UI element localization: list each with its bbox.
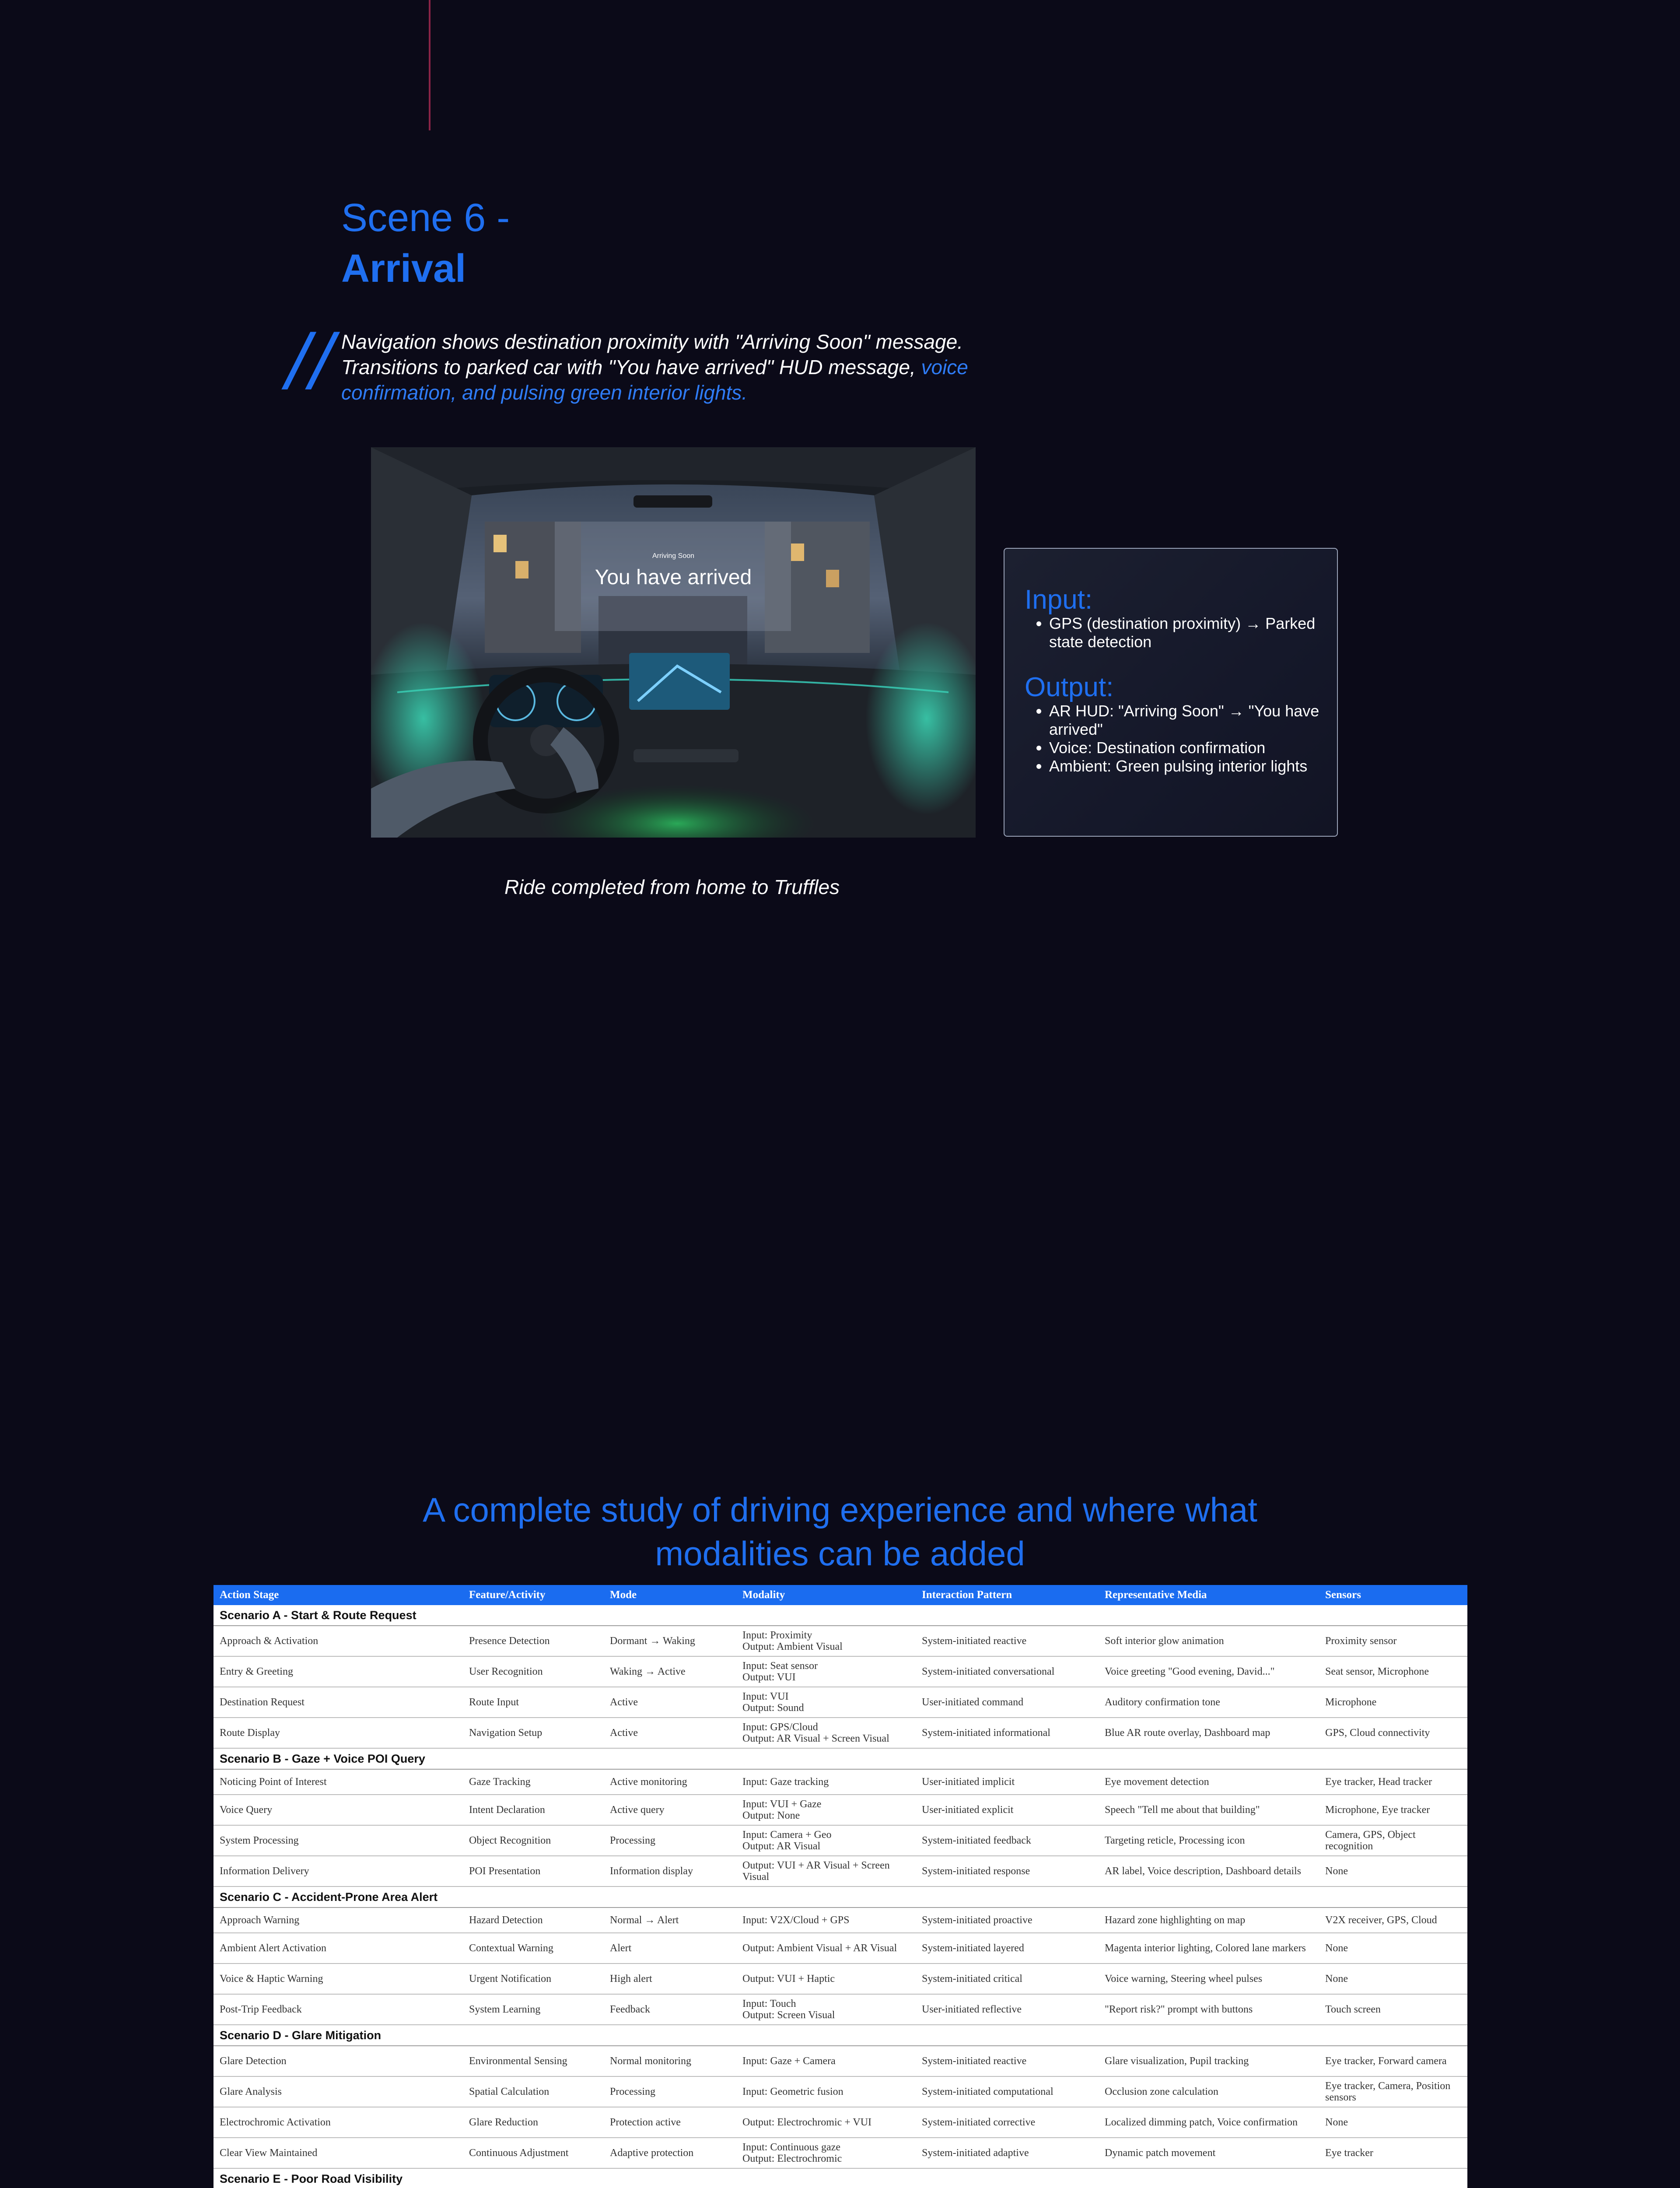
table-cell: System-initiated adaptive [916,2138,1099,2168]
table-cell: Input: Gaze tracking [736,1769,916,1795]
column-header: Representative Media [1099,1585,1319,1605]
input-title: Input: [1025,585,1093,615]
table-cell: Normal monitoring [604,2046,736,2076]
table-cell: Voice greeting "Good evening, David..." [1099,1656,1319,1687]
output-item: • AR HUD: "Arriving Soon" → "You have arrived" [1049,702,1329,739]
table-cell: System-initiated feedback [916,1825,1099,1856]
table-cell: Waking → Active [604,1656,736,1687]
table-cell: Urgent Notification [463,1964,604,1994]
table-cell: Microphone, Eye tracker [1319,1795,1467,1825]
table-cell: Contextual Warning [463,1933,604,1964]
scenario-row [214,2025,1467,2046]
scenario-title: Scenario E - Poor Road Visibility [214,2168,1467,2188]
table-cell: None [1319,1964,1467,1994]
table-row [214,1626,1467,1656]
table-row [214,1994,1467,2025]
table-cell: Occlusion zone calculation [1099,2076,1319,2107]
table-cell: Eye movement detection [1099,1769,1319,1795]
car-interior-illustration [371,447,976,838]
table-cell: Electrochromic Activation [214,2107,463,2138]
output-item: • Voice: Destination confirmation [1049,739,1329,757]
table-cell: Voice & Haptic Warning [214,1964,463,1994]
table-cell: Glare Reduction [463,2107,604,2138]
table-row [214,1907,1467,1933]
table-cell: Speech "Tell me about that building" [1099,1795,1319,1825]
table-row [214,1656,1467,1687]
table-cell: Input: VUI + Gaze Output: None [736,1795,916,1825]
table-cell: User-initiated command [916,1687,1099,1718]
table-cell: Presence Detection [463,1626,604,1656]
table-cell: Spatial Calculation [463,2076,604,2107]
table-cell: Localized dimming patch, Voice confirmation [1099,2107,1319,2138]
study-title: A complete study of driving experience and where what modalities can be added [423,1490,1257,1573]
table-cell: System-initiated computational [916,2076,1099,2107]
table-row [214,1856,1467,1886]
table-cell: Protection active [604,2107,736,2138]
input-list [1025,614,1329,651]
scenario-row [214,1886,1467,1907]
car-interior-image [371,447,976,838]
table-row [214,2046,1467,2076]
table-cell: None [1319,1933,1467,1964]
table-cell: Route Input [463,1687,604,1718]
table-cell: System-initiated reactive [916,1626,1099,1656]
table-cell: Hazard Detection [463,1907,604,1933]
table-cell: Eye tracker, Forward camera [1319,2046,1467,2076]
table-cell: Output: VUI + Haptic [736,1964,916,1994]
scene-title-prefix: Scene 6 - [341,196,510,240]
table-cell: Dormant → Waking [604,1626,736,1656]
table-cell: Adaptive protection [604,2138,736,2168]
scene-description [341,329,1006,405]
table-cell: Information display [604,1856,736,1886]
table-cell: Input: GPS/Cloud Output: AR Visual + Screen Visual [736,1718,916,1748]
table-cell: Processing [604,2076,736,2107]
table-cell: Route Display [214,1718,463,1748]
column-header: Mode [604,1585,736,1605]
table-cell: Input: Continuous gaze Output: Electrochromic [736,2138,916,2168]
table-cell: Active monitoring [604,1769,736,1795]
scenario-title: Scenario D - Glare Mitigation [214,2025,1467,2046]
table-cell: System-initiated proactive [916,1907,1099,1933]
scene-title [341,193,510,294]
table-cell: Active [604,1718,736,1748]
table-cell: V2X receiver, GPS, Cloud [1319,1907,1467,1933]
table-cell: Environmental Sensing [463,2046,604,2076]
column-header: Action Stage [214,1585,463,1605]
table-cell: Input: Camera + Geo Output: AR Visual [736,1825,916,1856]
output-item: • Ambient: Green pulsing interior lights [1049,757,1329,775]
divider-line [429,0,430,130]
table-cell: GPS, Cloud connectivity [1319,1718,1467,1748]
table-cell: Output: VUI + AR Visual + Screen Visual [736,1856,916,1886]
table-cell: Auditory confirmation tone [1099,1687,1319,1718]
table-cell: Input: Touch Output: Screen Visual [736,1994,916,2025]
table-cell: Approach & Activation [214,1626,463,1656]
table-cell: Input: Proximity Output: Ambient Visual [736,1626,916,1656]
table-cell: Input: Geometric fusion [736,2076,916,2107]
table-cell: Camera, GPS, Object recognition [1319,1825,1467,1856]
table-row [214,2076,1467,2107]
table-cell: Continuous Adjustment [463,2138,604,2168]
table-cell: AR label, Voice description, Dashboard details [1099,1856,1319,1886]
table-cell: Glare Detection [214,2046,463,2076]
table-cell: System-initiated layered [916,1933,1099,1964]
table-row [214,1687,1467,1718]
table-cell: Eye tracker, Head tracker [1319,1769,1467,1795]
scene-description-highlight: voice confirmation, and pulsing green interior lights. [341,356,968,404]
table-row [214,2107,1467,2138]
table-cell: Eye tracker, Camera, Position sensors [1319,2076,1467,2107]
table-cell: High alert [604,1964,736,1994]
table-cell: Object Recognition [463,1825,604,1856]
table-cell: Soft interior glow animation [1099,1626,1319,1656]
scenario-title: Scenario B - Gaze + Voice POI Query [214,1748,1467,1769]
table-cell: Targeting reticle, Processing icon [1099,1825,1319,1856]
table-cell: Normal → Alert [604,1907,736,1933]
table-cell: Voice warning, Steering wheel pulses [1099,1964,1319,1994]
table-cell: Dynamic patch movement [1099,2138,1319,2168]
table-cell: None [1319,1856,1467,1886]
table-cell: System-initiated response [916,1856,1099,1886]
table-cell: Hazard zone highlighting on map [1099,1907,1319,1933]
table-cell: Blue AR route overlay, Dashboard map [1099,1718,1319,1748]
table-cell: Alert [604,1933,736,1964]
table-cell: User-initiated reflective [916,1994,1099,2025]
table-cell: Input: Gaze + Camera [736,2046,916,2076]
table-header-row [214,1585,1467,1605]
modality-sheet [214,1585,1467,2188]
column-header: Feature/Activity [463,1585,604,1605]
table-cell: Post-Trip Feedback [214,1994,463,2025]
table-cell: Touch screen [1319,1994,1467,2025]
scene-description-text: Navigation shows destination proximity with "Arriving Soon" message. Transitions to parked car with "You have arrived" HUD message, [341,330,963,379]
table-cell: System-initiated conversational [916,1656,1099,1687]
column-header: Interaction Pattern [916,1585,1099,1605]
table-row [214,1795,1467,1825]
table-cell: Destination Request [214,1687,463,1718]
table-cell: System-initiated reactive [916,2046,1099,2076]
table-cell: User-initiated implicit [916,1769,1099,1795]
table-cell: Glare Analysis [214,2076,463,2107]
table-cell: Input: V2X/Cloud + GPS [736,1907,916,1933]
table-cell: "Report risk?" prompt with buttons [1099,1994,1319,2025]
table-row [214,1825,1467,1856]
input-item: • GPS (destination proximity) → Parked state detection [1049,614,1329,651]
image-caption: Ride completed from home to Truffles [504,876,840,898]
scenario-row [214,1748,1467,1769]
table-cell: System Processing [214,1825,463,1856]
output-title: Output: [1025,672,1114,702]
table-cell: Magenta interior lighting, Colored lane markers [1099,1933,1319,1964]
table-cell: Gaze Tracking [463,1769,604,1795]
table-cell: Navigation Setup [463,1718,604,1748]
table-cell: Clear View Maintained [214,2138,463,2168]
table-cell: System-initiated critical [916,1964,1099,1994]
table-cell: System-initiated informational [916,1718,1099,1748]
table-cell: Seat sensor, Microphone [1319,1656,1467,1687]
column-header: Sensors [1319,1585,1467,1605]
table-row [214,2138,1467,2168]
input-output-card [1004,548,1338,837]
scenario-row [214,1605,1467,1626]
table-cell: Entry & Greeting [214,1656,463,1687]
table-cell: Glare visualization, Pupil tracking [1099,2046,1319,2076]
output-list [1025,702,1329,775]
table-cell: Ambient Alert Activation [214,1933,463,1964]
hud-you-have-arrived: You have arrived [595,566,752,589]
table-cell: User Recognition [463,1656,604,1687]
table-cell: Active query [604,1795,736,1825]
table-cell: Intent Declaration [463,1795,604,1825]
table-row [214,1964,1467,1994]
table-cell: Feedback [604,1994,736,2025]
table-cell: Output: Electrochromic + VUI [736,2107,916,2138]
table-cell: None [1319,2107,1467,2138]
table-cell: Active [604,1687,736,1718]
scenario-title: Scenario C - Accident-Prone Area Alert [214,1886,1467,1907]
table-cell: Approach Warning [214,1907,463,1933]
table-cell: Processing [604,1825,736,1856]
table-cell: Voice Query [214,1795,463,1825]
table-row [214,1718,1467,1748]
modality-table [214,1585,1467,2188]
column-header: Modality [736,1585,916,1605]
scenario-title: Scenario A - Start & Route Request [214,1605,1467,1626]
table-cell: System-initiated corrective [916,2107,1099,2138]
table-row [214,1933,1467,1964]
table-cell: Eye tracker [1319,2138,1467,2168]
quote-slash-icon: // [287,318,334,400]
table-cell: Proximity sensor [1319,1626,1467,1656]
table-cell: POI Presentation [463,1856,604,1886]
hud-arriving-soon: Arriving Soon [652,552,695,560]
table-cell: System Learning [463,1994,604,2025]
table-cell: Microphone [1319,1687,1467,1718]
table-cell: Input: Seat sensor Output: VUI [736,1656,916,1687]
table-cell: User-initiated explicit [916,1795,1099,1825]
table-body [214,1605,1467,2188]
table-cell: Input: VUI Output: Sound [736,1687,916,1718]
scenario-row [214,2168,1467,2188]
table-row [214,1769,1467,1795]
table-cell: Output: Ambient Visual + AR Visual [736,1933,916,1964]
table-cell: Information Delivery [214,1856,463,1886]
scene-title-main: Arrival [341,247,466,291]
table-cell: Noticing Point of Interest [214,1769,463,1795]
